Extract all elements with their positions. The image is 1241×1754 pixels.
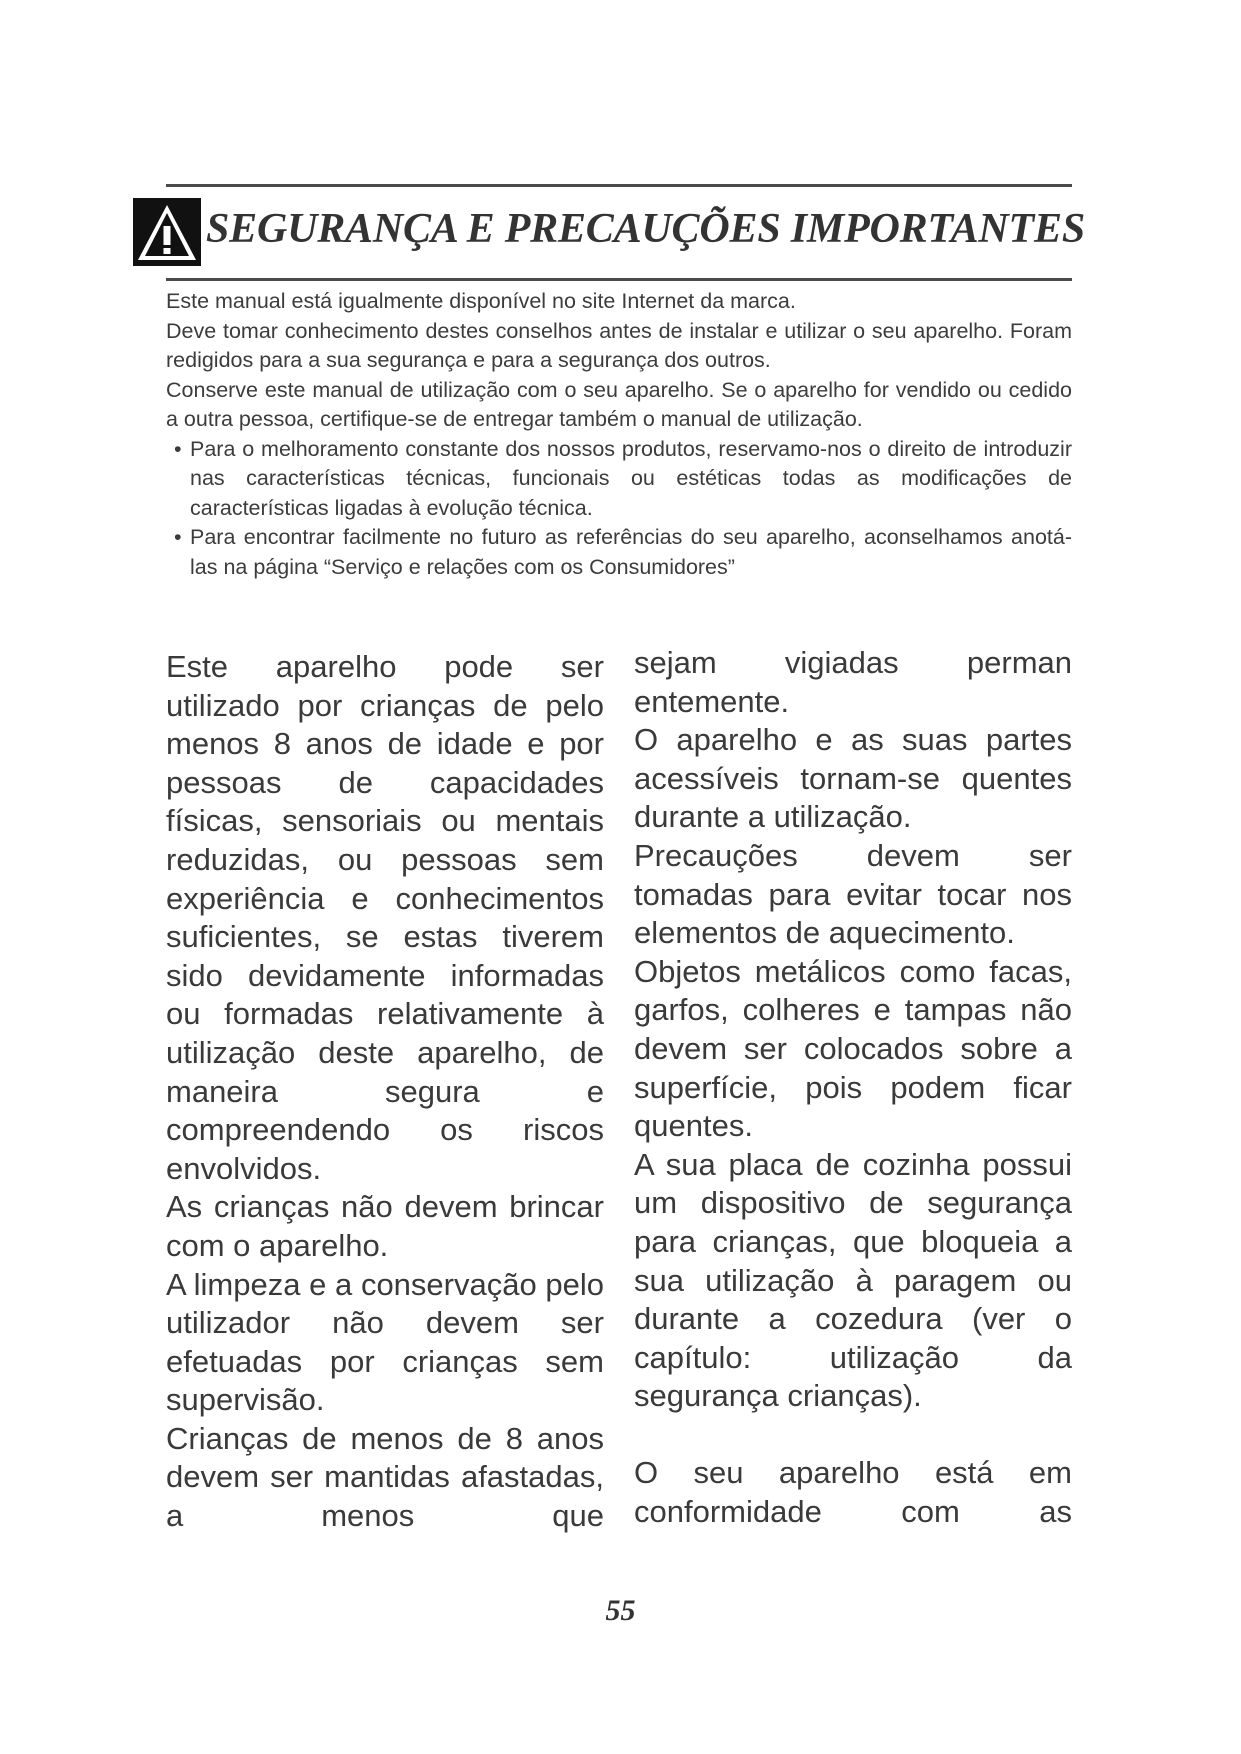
- body-columns: [166, 645, 1072, 1548]
- left-paragraph: A limpeza e a conservação pelo utilizador não devem ser efetuadas por crianças sem supervisão.: [166, 1266, 604, 1418]
- right-paragraph: O aparelho e as suas partes acessíveis tornam-se quentes durante a utilização.: [634, 722, 1072, 835]
- left-paragraph: Crianças de menos de 8 anos devem ser mantidas afastadas, a menos que: [166, 1420, 604, 1534]
- intro-paragraph: Deve tomar conhecimento destes conselhos antes de instalar e utilizar o seu aparelho. Foram redigidos para a sua segurança e para a segurança dos outros.: [166, 318, 1072, 372]
- left-column: [166, 648, 604, 1536]
- warning-icon: [133, 198, 201, 266]
- page-title: SEGURANÇA E PRECAUÇÕES IMPORTANTES: [206, 206, 1085, 252]
- left-paragraph: Este aparelho pode ser utilizado por crianças de pelo menos 8 anos de idade e por pessoas de capacidades físicas, sensoriais ou mentais reduzidas, ou pessoas sem experiência e conhecimentos suficientes, se estas tiverem sido devidamente informadas ou formadas relativamente à utilização deste aparelho, de maneira segura e compreendendo os riscos envolvidos.: [166, 649, 604, 1186]
- right-paragraph: O seu aparelho está em conformidade com as: [634, 1455, 1072, 1530]
- intro-bullet-item: • Para encontrar facilmente no futuro as referências do seu aparelho, aconselhamos anotá-las na página “Serviço e relações com os Consumidores”: [166, 523, 1072, 582]
- intro-paragraph: Conserve este manual de utilização com o seu aparelho. Se o aparelho for vendido ou cedido a outra pessoa, certifique-se de entregar também o manual de utilização.: [166, 377, 1072, 431]
- intro-section: [166, 287, 1072, 582]
- header-rule-bottom: [166, 278, 1072, 281]
- right-column: [634, 644, 1072, 1532]
- right-paragraph: sejam vigiadas perman entemente.: [634, 645, 1072, 719]
- right-paragraph: Objetos metálicos como facas, garfos, colheres e tampas não devem ser colocados sobre a superfície, pois podem ficar quentes.: [634, 953, 1072, 1144]
- intro-bullet-list: [166, 435, 1072, 583]
- left-paragraph: As crianças não devem brincar com o aparelho.: [166, 1189, 604, 1263]
- right-paragraph: Precauções devem ser tomadas para evitar tocar nos elementos de aquecimento.: [634, 837, 1072, 951]
- page-number: 55: [605, 1594, 636, 1627]
- intro-bullet-item: • Para o melhoramento constante dos nossos produtos, reservamo-nos o direito de introduzir nas características técnicas, funcionais ou estéticas todas as modificações de características ligadas à evolução técnica.: [166, 435, 1072, 524]
- header-rule-top: [166, 184, 1072, 187]
- right-paragraph: A sua placa de cozinha possui um dispositivo de segurança para crianças, que bloqueia a sua utilização à paragem ou durante a cozedura (ver o capítulo: utilização da segurança crianças).: [634, 1146, 1072, 1414]
- intro-paragraph: Este manual está igualmente disponível no site Internet da marca.: [166, 289, 796, 313]
